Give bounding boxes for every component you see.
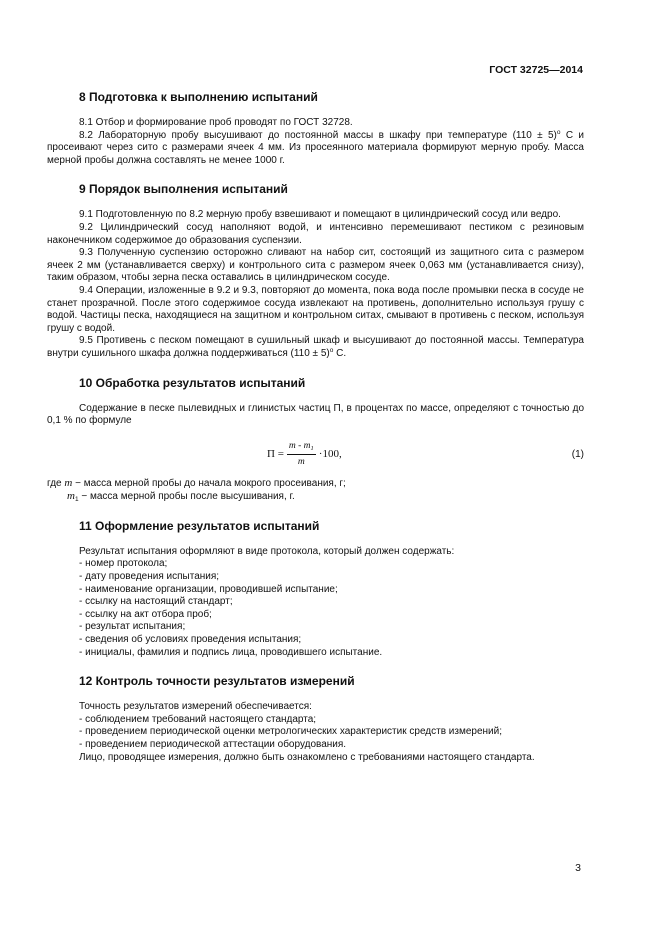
formula-number: (1) xyxy=(571,448,584,460)
standard-header: ГОСТ 32725—2014 xyxy=(489,64,583,76)
para-9-1: 9.1 Подготовленную по 8.2 мерную пробу взвешивают и помещают в цилиндрический сосуд или ведро. xyxy=(79,209,561,221)
formula-factor: ·100 xyxy=(318,447,339,460)
list-item: - инициалы, фамилия и подпись лица, проводившего испытание. xyxy=(79,646,383,658)
para-12-intro: Точность результатов измерений обеспечивается: xyxy=(79,701,312,713)
where-m-line: где m − масса мерной пробы до начала мокрого просеивания, г; xyxy=(47,476,346,489)
formula-comma: , xyxy=(338,447,342,460)
formula-lhs: П = xyxy=(267,447,284,460)
page-content xyxy=(47,90,584,764)
para-9-5: 9.5 Противень с песком помещают в сушильный шкаф и высушивают до постоянной массы. Температура внутри сушильного шкафа должна поддерживаться $(110 \pm 5)^o$ С. xyxy=(47,335,584,359)
para-10-1: Содержание в песке пылевидных и глинистых частиц П, в процентах по массе, определяют с точностью до 0,1 % по формуле xyxy=(47,402,584,427)
para-11-intro: Результат испытания оформляют в виде протокола, который должен содержать: xyxy=(79,545,455,557)
formula-numerator: m - $m_1$ xyxy=(287,441,316,455)
para-8-1: 8.1 Отбор и формирование проб проводят по ГОСТ 32728. xyxy=(79,117,353,128)
list-item: - проведением периодической аттестации оборудования. xyxy=(79,739,347,750)
formula-fraction xyxy=(287,441,316,468)
para-9-4: 9.4 Операции, изложенные в 9.2 и 9.3, повторяют до момента, пока вода после промывки песка в сосуде не станет прозрачной. После этого содержимое сосуда извлекают на противень, дополнительно используя грушу с водой. Частицы песка, находящиеся на защитном и контрольном ситах, смывают в противень с песком, используя грушу с водой. xyxy=(47,284,584,334)
para-9-2: 9.2 Цилиндрический сосуд наполняют водой, и интенсивно перемешивают пестиком с резиновым наконечником содержимое до образования суспензии. xyxy=(47,221,584,246)
formula-denominator: m xyxy=(297,456,305,467)
list-item: - ссылку на акт отбора проб; xyxy=(79,608,212,620)
list-item: - проведением периодической оценки метрологических характеристик средств измерений; xyxy=(79,726,502,738)
list-item: - сведения об условиях проведения испытания; xyxy=(79,634,302,646)
section-11-title: 11 Оформление результатов испытаний xyxy=(79,518,320,533)
list-item: - соблюдением требований настоящего стандарта; xyxy=(79,713,317,725)
list-item: - наименование организации, проводившей испытание; xyxy=(79,583,338,595)
section-8-title: 8 Подготовка к выполнению испытаний xyxy=(79,90,318,104)
para-8-2: 8.2 Лабораторную пробу высушивают до постоянной массы в шкафу при температуре $(110 \pm 5)^o$ С и просеивают через сито с размерами ячеек 4 мм. Из просеянного материала формируют мерную пробу. Масса мерной пробы должна составлять не менее 1000 г. xyxy=(47,128,584,166)
formula-1 xyxy=(47,437,584,477)
section-9-title: 9 Порядок выполнения испытаний xyxy=(79,182,288,197)
section-12-title: 12 Контроль точности результатов измерений xyxy=(79,674,355,689)
list-item: - дату проведения испытания; xyxy=(79,571,220,583)
formula-expression xyxy=(267,441,342,468)
list-item: - результат испытания; xyxy=(79,621,186,633)
page-number: 3 xyxy=(575,862,581,874)
list-item: - номер протокола; xyxy=(79,558,168,570)
para-12-last: Лицо, проводящее измерения, должно быть ознакомлено с требованиями настоящего стандарта. xyxy=(79,751,535,763)
where-m1-line: $m_1$ − масса мерной пробы после высушивания, г. xyxy=(67,490,295,504)
para-9-3: 9.3 Полученную суспензию осторожно сливают на набор сит, состоящий из защитного сита с размером ячеек 2 мм (устанавливается сверху) и контрольного сита с размером ячеек 0,063 мм (устанавливается снизу), таким образом, чтобы зерна песка оставались в цилиндрическом сосуде. xyxy=(47,247,584,284)
section-10-title: 10 Обработка результатов испытаний xyxy=(79,375,306,390)
list-item: - ссылку на настоящий стандарт; xyxy=(79,596,233,608)
